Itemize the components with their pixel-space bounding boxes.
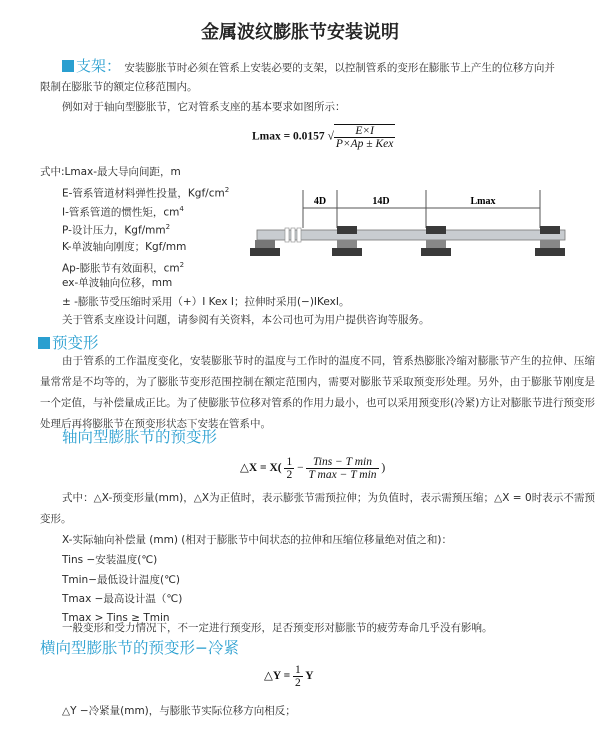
formula-lhs: Lmax = 0.0157 [252, 130, 325, 143]
axial-var-tmin: Tmin−最低设计温度(℃) [62, 574, 180, 586]
var-ex: ex-单波轴向位移，mm [62, 277, 173, 289]
support-diagram [245, 190, 590, 270]
axial-var-tmax: Tmax −最高设计温（℃) [62, 593, 183, 605]
axial-heading: 轴向型膨胀节的预变形 [62, 428, 218, 446]
square-bullet-icon [62, 60, 74, 72]
var-e: E-管系管道材料弹性投量，Kgf/$cm^2$ [62, 186, 230, 200]
dim-label-lmax: Lmax [470, 196, 496, 207]
square-bullet-icon [38, 337, 50, 349]
axial-var-x: X-实际轴向补偿量 (mm) (相对于膨胀节中间状态的拉伸和压缩位移量绝对值之和)： [62, 534, 452, 546]
var-p: P-设计压力，Kgf/$mm^2$ [62, 223, 171, 237]
axial-note: 一般变形和受力情况下，不一定进行预变形，足否预变形对膨胀节的疲劳寿命几乎没有影响。 [62, 622, 493, 634]
lateral-heading: 横向型膨胀节的预变形−冷紧 [40, 639, 239, 657]
support-where: 式中:Lmax-最大导向间距，m [40, 166, 181, 178]
axial-explain: 式中：△X-预变形量(mm)，△X为正值时，表示膨张节需预拉伸；为负值时，表示需预压缩；△X = 0时表示不需预变形。 [40, 492, 595, 525]
lateral-formula: △Y = $\frac{1}{2}$ Y [264, 664, 314, 689]
page-title: 金属波纹膨胀节安装说明 [201, 22, 399, 43]
formula-fraction [334, 124, 396, 150]
support-heading [62, 57, 121, 75]
var-k: K-单波轴向刚度；Kgf/mm [62, 241, 187, 253]
dim-label-4d: 4D [313, 196, 327, 207]
var-ap: Ap-膨胀节有效面积，$cm^2$ [62, 261, 185, 275]
support-example: 例如对于轴向型膨胀节，它对管系支座的基本要求如图所示： [62, 101, 346, 113]
axial-var-tins: Tins −安装温度(℃) [62, 554, 158, 566]
support-intro-line1 [62, 58, 555, 76]
lateral-var: △Y −冷紧量(mm)，与膨胀节实际位移方向相反； [62, 705, 296, 717]
support-heading-text: 支架： [76, 57, 122, 75]
bellows [285, 228, 301, 242]
axial-formula: △X = X( $\frac{1}{2}$ − $\frac{\text{Tins − T min}}{\text{T max − T min}}$ ) [240, 456, 386, 481]
formula-denominator: P×Ap ± Kex [335, 138, 394, 150]
axial-var-relation: Tmax > Tins ≥ Tmin [62, 612, 170, 624]
lmax-formula: Lmax = 0.0157 √ $\frac{E\times I}{\text{P×Ap ± Kex}}$ [252, 125, 394, 150]
pipe [257, 230, 565, 240]
support-intro-text: 安装膨胀节时必须在管系上安装必要的支架，以控制管系的变形在膨胀节上产生的位移方向并 [124, 62, 555, 74]
var-i: I-管系管道的惯性矩，$cm^4$ [62, 205, 184, 219]
support-note: 关于管系支座设计问题，请参阅有关资料，本公司也可为用户提供咨询等服务。 [62, 314, 430, 326]
predeform-heading: 预变形 [38, 333, 99, 353]
var-pm: ± -膨胀节受压缩时采用（+）I Kex I；拉伸时采用(−)IKexI。 [62, 296, 350, 308]
formula-numerator: E×I [334, 125, 396, 138]
predeform-paragraph: 由于管系的工作温度变化，安装膨胀节时的温度与工作时的温度不同，管系热膨胀冷缩对膨胀节产生的拉伸、压缩量常常是不均等的，为了膨胀节变形范围控制在额定范围内，需要对膨胀节采取预变形处理。另外，由于膨胀节刚度是一个定值，与补偿量成正比。为了使膨胀节位移对管系的作用力最小，也可以采用预变形(冷紧)方让对膨胀节进行预变形处理后再将膨胀节在预变形状态下安装在管系中。 [40, 355, 595, 430]
dim-label-14d: 14D [372, 196, 390, 207]
support-intro-line2: 限制在膨胀节的额定位移范围内。 [40, 81, 198, 93]
